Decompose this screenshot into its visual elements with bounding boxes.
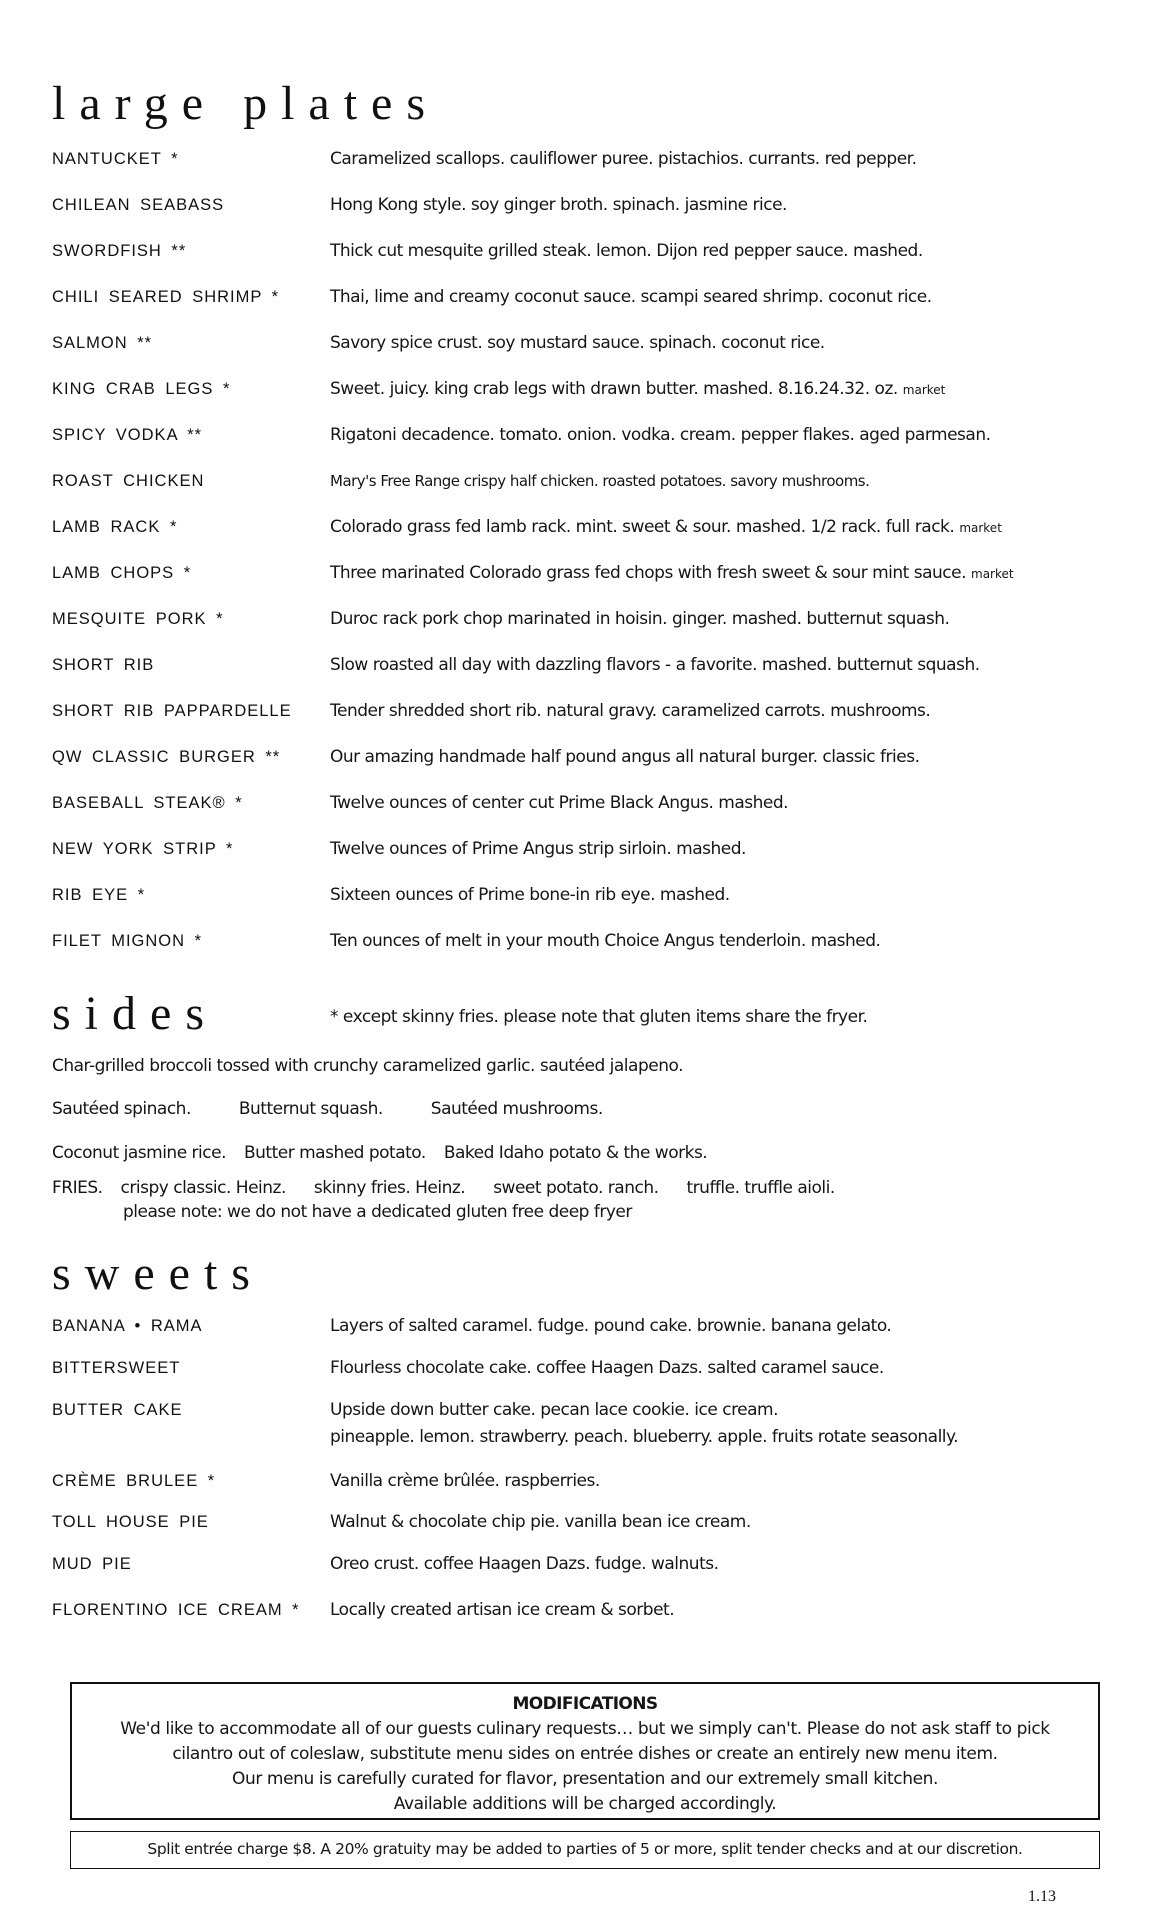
modifications-line: We'd like to accommodate all of our guests culinary requests… but we simply can't. Please do not ask staff to pick — [120, 1719, 1050, 1739]
page-number: 1.13 — [1028, 1888, 1056, 1905]
modifications-line: cilantro out of coleslaw, substitute menu sides on entrée dishes or create an entirely new menu item. — [172, 1744, 998, 1764]
menu-item-name: NANTUCKET * — [52, 150, 179, 168]
menu-item-desc: Locally created artisan ice cream & sorbet. — [330, 1600, 675, 1620]
menu-item-desc: Layers of salted caramel. fudge. pound cake. brownie. banana gelato. — [330, 1316, 892, 1336]
menu-item-name: SHORT RIB — [52, 656, 155, 674]
side-item: Baked Idaho potato & the works. — [443, 1143, 708, 1163]
fries-label: FRIES. — [52, 1178, 103, 1198]
menu-item-name: BANANA • RAMA — [52, 1317, 203, 1335]
menu-item-desc: Slow roasted all day with dazzling flavors - a favorite. mashed. butternut squash. — [330, 655, 980, 675]
menu-item-desc: Three marinated Colorado grass fed chops with fresh sweet & sour mint sauce. market — [330, 563, 1014, 583]
market-price-note: market — [902, 383, 946, 397]
menu-item-desc: Sixteen ounces of Prime bone-in rib eye. mashed. — [330, 885, 730, 905]
modifications-line: Available additions will be charged accordingly. — [393, 1794, 777, 1814]
menu-item-name: BUTTER CAKE — [52, 1401, 183, 1419]
side-item: Sautéed mushrooms. — [430, 1099, 603, 1119]
menu-item-name: KING CRAB LEGS * — [52, 380, 231, 398]
menu-item-desc: Our amazing handmade half pound angus all natural burger. classic fries. — [330, 747, 920, 767]
menu-item-desc: Sweet. juicy. king crab legs with drawn butter. mashed. 8.16.24.32. oz. market — [330, 379, 946, 399]
menu-item-desc: Thai, lime and creamy coconut sauce. scampi seared shrimp. coconut rice. — [330, 287, 932, 307]
menu-item-desc: Duroc rack pork chop marinated in hoisin. ginger. mashed. butternut squash. — [330, 609, 950, 629]
menu-item-desc: Upside down butter cake. pecan lace cookie. ice cream. pineapple. lemon. strawberry. peach. blueberry. apple. fruits rotate seasonally. — [330, 1400, 959, 1447]
sides-line-vegetables — [52, 1099, 603, 1119]
fries-item: truffle. truffle aioli. — [686, 1178, 835, 1198]
menu-item-desc: Walnut & chocolate chip pie. vanilla bean ice cream. — [330, 1512, 751, 1532]
menu-item-desc: Thick cut mesquite grilled steak. lemon. Dijon red pepper sauce. mashed. — [330, 241, 923, 261]
menu-item-name: LAMB RACK * — [52, 518, 178, 536]
sides-heading: sides — [52, 987, 218, 1040]
market-price-note: market — [971, 567, 1014, 581]
menu-item-desc: Savory spice crust. soy mustard sauce. spinach. coconut rice. — [330, 333, 825, 353]
large-plates-heading: large plates — [52, 77, 440, 130]
fries-item: crispy classic. Heinz. — [120, 1178, 286, 1198]
menu-item-name: MUD PIE — [52, 1555, 132, 1573]
sides-fryer-note: * except skinny fries. please note that gluten items share the fryer. — [330, 1007, 868, 1027]
menu-item-desc: Vanilla crème brûlée. raspberries. — [330, 1471, 600, 1491]
menu-item-name: MESQUITE PORK * — [52, 610, 224, 628]
menu-item-name: FILET MIGNON * — [52, 932, 203, 950]
modifications-title: MODIFICATIONS — [512, 1694, 658, 1714]
menu-item-name: SALMON ** — [52, 334, 153, 352]
sides-line-broccoli: Char-grilled broccoli tossed with crunchy caramelized garlic. sautéed jalapeno. — [52, 1056, 683, 1076]
menu-item-name: CHILEAN SEABASS — [52, 196, 225, 214]
menu-item-desc: Caramelized scallops. cauliflower puree. pistachios. currants. red pepper. — [330, 149, 917, 169]
market-price-note: market — [959, 521, 1002, 535]
side-item: Coconut jasmine rice. — [52, 1143, 226, 1163]
menu-item-name: CRÈME BRULEE * — [52, 1472, 216, 1490]
menu-item-desc: Ten ounces of melt in your mouth Choice Angus tenderloin. mashed. — [330, 931, 881, 951]
menu-item-name: RIB EYE * — [52, 886, 146, 904]
sides-line-fries — [52, 1178, 835, 1198]
menu-item-desc: Colorado grass fed lamb rack. mint. sweet & sour. mashed. 1/2 rack. full rack. market — [330, 517, 1002, 537]
menu-item-desc: Rigatoni decadence. tomato. onion. vodka. cream. pepper flakes. aged parmesan. — [330, 425, 991, 445]
menu-item-name: BITTERSWEET — [52, 1359, 181, 1377]
fries-item: sweet potato. ranch. — [493, 1178, 659, 1198]
menu-item-name: TOLL HOUSE PIE — [52, 1513, 209, 1531]
fries-gluten-note: please note: we do not have a dedicated gluten free deep fryer — [123, 1202, 632, 1222]
menu-item-name: SPICY VODKA ** — [52, 426, 203, 444]
sweets-heading: sweets — [52, 1247, 264, 1300]
fries-item: skinny fries. Heinz. — [313, 1178, 466, 1198]
menu-item-name: CHILI SEARED SHRIMP * — [52, 288, 280, 306]
menu-item-name: FLORENTINO ICE CREAM * — [52, 1601, 300, 1619]
sides-line-starches — [52, 1143, 707, 1163]
menu-item-name: QW CLASSIC BURGER ** — [52, 748, 281, 766]
side-item: Butter mashed potato. — [243, 1143, 426, 1163]
menu-item-name: SHORT RIB PAPPARDELLE — [52, 702, 292, 720]
menu-item-name: SWORDFISH ** — [52, 242, 187, 260]
side-item: Sautéed spinach. — [52, 1099, 191, 1119]
menu-item-desc: Twelve ounces of Prime Angus strip sirloin. mashed. — [330, 839, 746, 859]
menu-item-desc: Tender shredded short rib. natural gravy. caramelized carrots. mushrooms. — [330, 701, 931, 721]
menu-item-desc: Hong Kong style. soy ginger broth. spinach. jasmine rice. — [330, 195, 787, 215]
side-item: Butternut squash. — [238, 1099, 383, 1119]
split-charge-note: Split entrée charge $8. A 20% gratuity may be added to parties of 5 or more, split tender checks and at our discretion. — [70, 1831, 1100, 1869]
menu-item-name: ROAST CHICKEN — [52, 472, 205, 490]
menu-item-name: NEW YORK STRIP * — [52, 840, 234, 858]
modifications-line: Our menu is carefully curated for flavor, presentation and our extremely small kitchen. — [231, 1769, 939, 1789]
modifications-box — [70, 1682, 1100, 1820]
menu-item-desc: Flourless chocolate cake. coffee Haagen Dazs. salted caramel sauce. — [330, 1358, 884, 1378]
menu-item-desc: Twelve ounces of center cut Prime Black Angus. mashed. — [330, 793, 789, 813]
menu-item-name: LAMB CHOPS * — [52, 564, 192, 582]
menu-item-name: BASEBALL STEAK® * — [52, 794, 243, 812]
menu-item-desc: Mary's Free Range crispy half chicken. roasted potatoes. savory mushrooms. — [330, 472, 870, 490]
menu-item-desc: Oreo crust. coffee Haagen Dazs. fudge. walnuts. — [330, 1554, 719, 1574]
